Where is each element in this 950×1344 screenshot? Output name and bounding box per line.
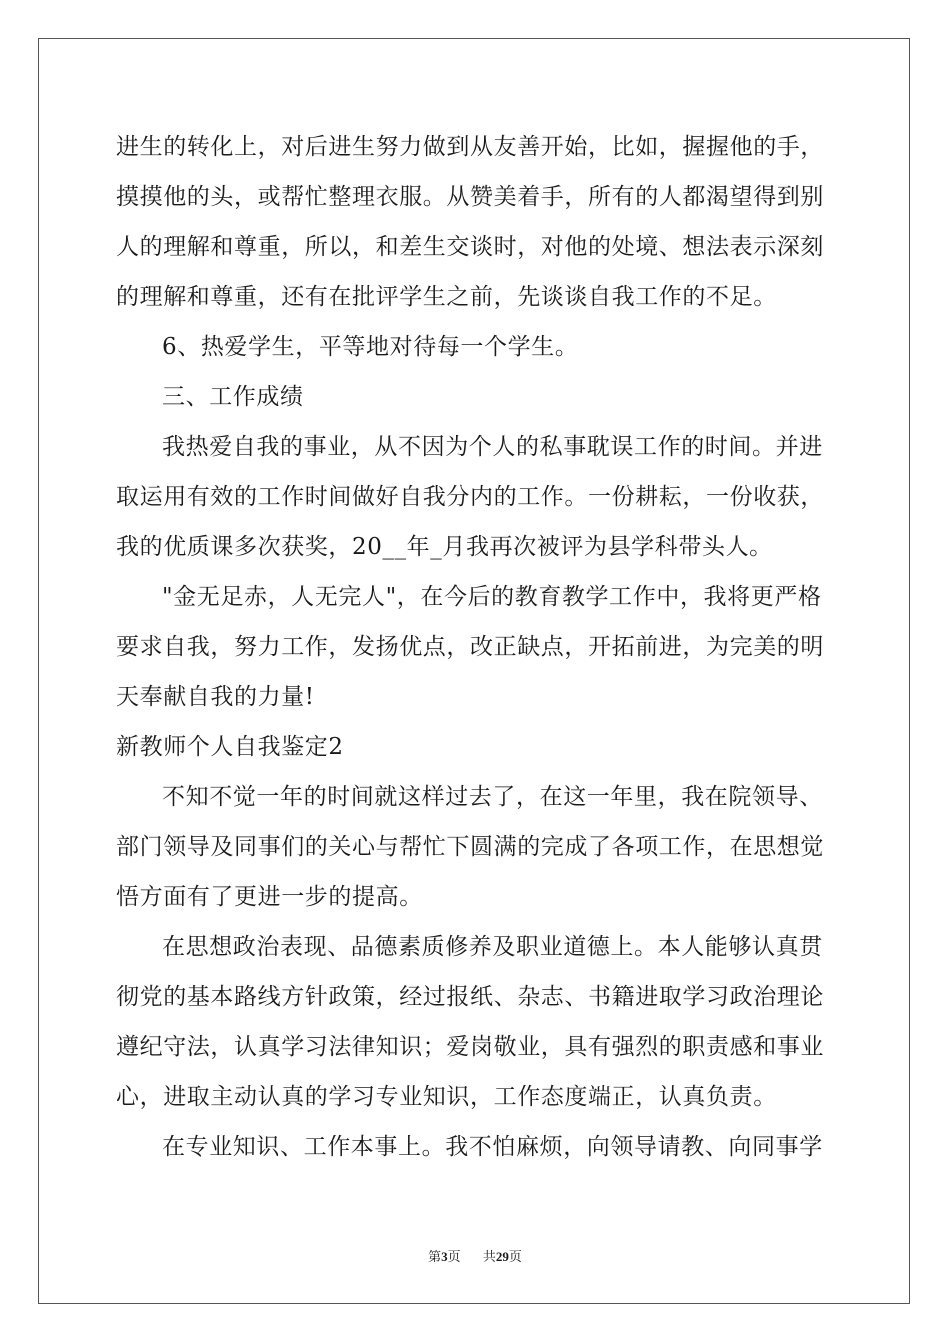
text-line: 要求自我，努力工作，发扬优点，改正缺点，开拓前进，为完美的明 — [116, 634, 824, 660]
text-line: 取运用有效的工作时间做好自我分内的工作。一份耕耘，一份收获， — [116, 484, 824, 510]
text-line: 部门领导及同事们的关心与帮忙下圆满的完成了各项工作，在思想觉 — [116, 834, 824, 860]
page-label — [428, 1248, 461, 1267]
text-line: 6、热爱学生，平等地对待每一个学生。 — [162, 334, 579, 360]
text-line: 在思想政治表现、品德素质修养及职业道德上。本人能够认真贯 — [162, 934, 823, 960]
page-prefix: 第 — [428, 1250, 442, 1265]
text-line: 遵纪守法，认真学习法律知识；爱岗敬业，具有强烈的职责感和事业 — [116, 1034, 824, 1060]
text-line: 我的优质课多次获奖，20__年_月我再次被评为县学科带头人。 — [116, 534, 773, 560]
text-line: 人的理解和尊重，所以，和差生交谈时，对他的处境、想法表示深刻 — [116, 234, 824, 260]
text-line: 心，进取主动认真的学习专业知识，工作态度端正，认真负责。 — [116, 1084, 777, 1110]
text-line: 不知不觉一年的时间就这样过去了，在这一年里，我在院领导、 — [162, 784, 823, 810]
text-line: 进生的转化上，对后进生努力做到从友善开始，比如，握握他的手， — [116, 134, 824, 160]
document-title: 新教师个人自我鉴定2 — [116, 734, 344, 760]
text-line: 彻党的基本路线方针政策，经过报纸、杂志、书籍进取学习政治理论 — [116, 984, 824, 1010]
document-body — [116, 122, 836, 1172]
section-heading: 三、工作成绩 — [162, 384, 304, 410]
page-suffix: 页 — [447, 1250, 461, 1265]
text-line: 悟方面有了更进一步的提高。 — [116, 884, 423, 910]
page-number: 3 — [441, 1249, 448, 1264]
total-number: 29 — [495, 1249, 509, 1264]
text-line: 我热爱自我的事业，从不因为个人的私事耽误工作的时间。并进 — [162, 434, 823, 460]
total-prefix: 共 — [482, 1250, 496, 1265]
page-footer — [0, 1248, 950, 1267]
text-line: 的理解和尊重，还有在批评学生之前，先谈谈自我工作的不足。 — [116, 284, 777, 310]
text-line: "金无足赤，人无完人"，在今后的教育教学工作中，我将更严格 — [162, 584, 822, 610]
total-suffix: 页 — [508, 1250, 522, 1265]
text-line: 在专业知识、工作本事上。我不怕麻烦，向领导请教、向同事学 — [162, 1134, 823, 1160]
text-line: 天奉献自我的力量! — [116, 684, 315, 710]
total-pages-label — [483, 1248, 522, 1267]
text-line: 摸摸他的头，或帮忙整理衣服。从赞美着手，所有的人都渴望得到别 — [116, 184, 824, 210]
